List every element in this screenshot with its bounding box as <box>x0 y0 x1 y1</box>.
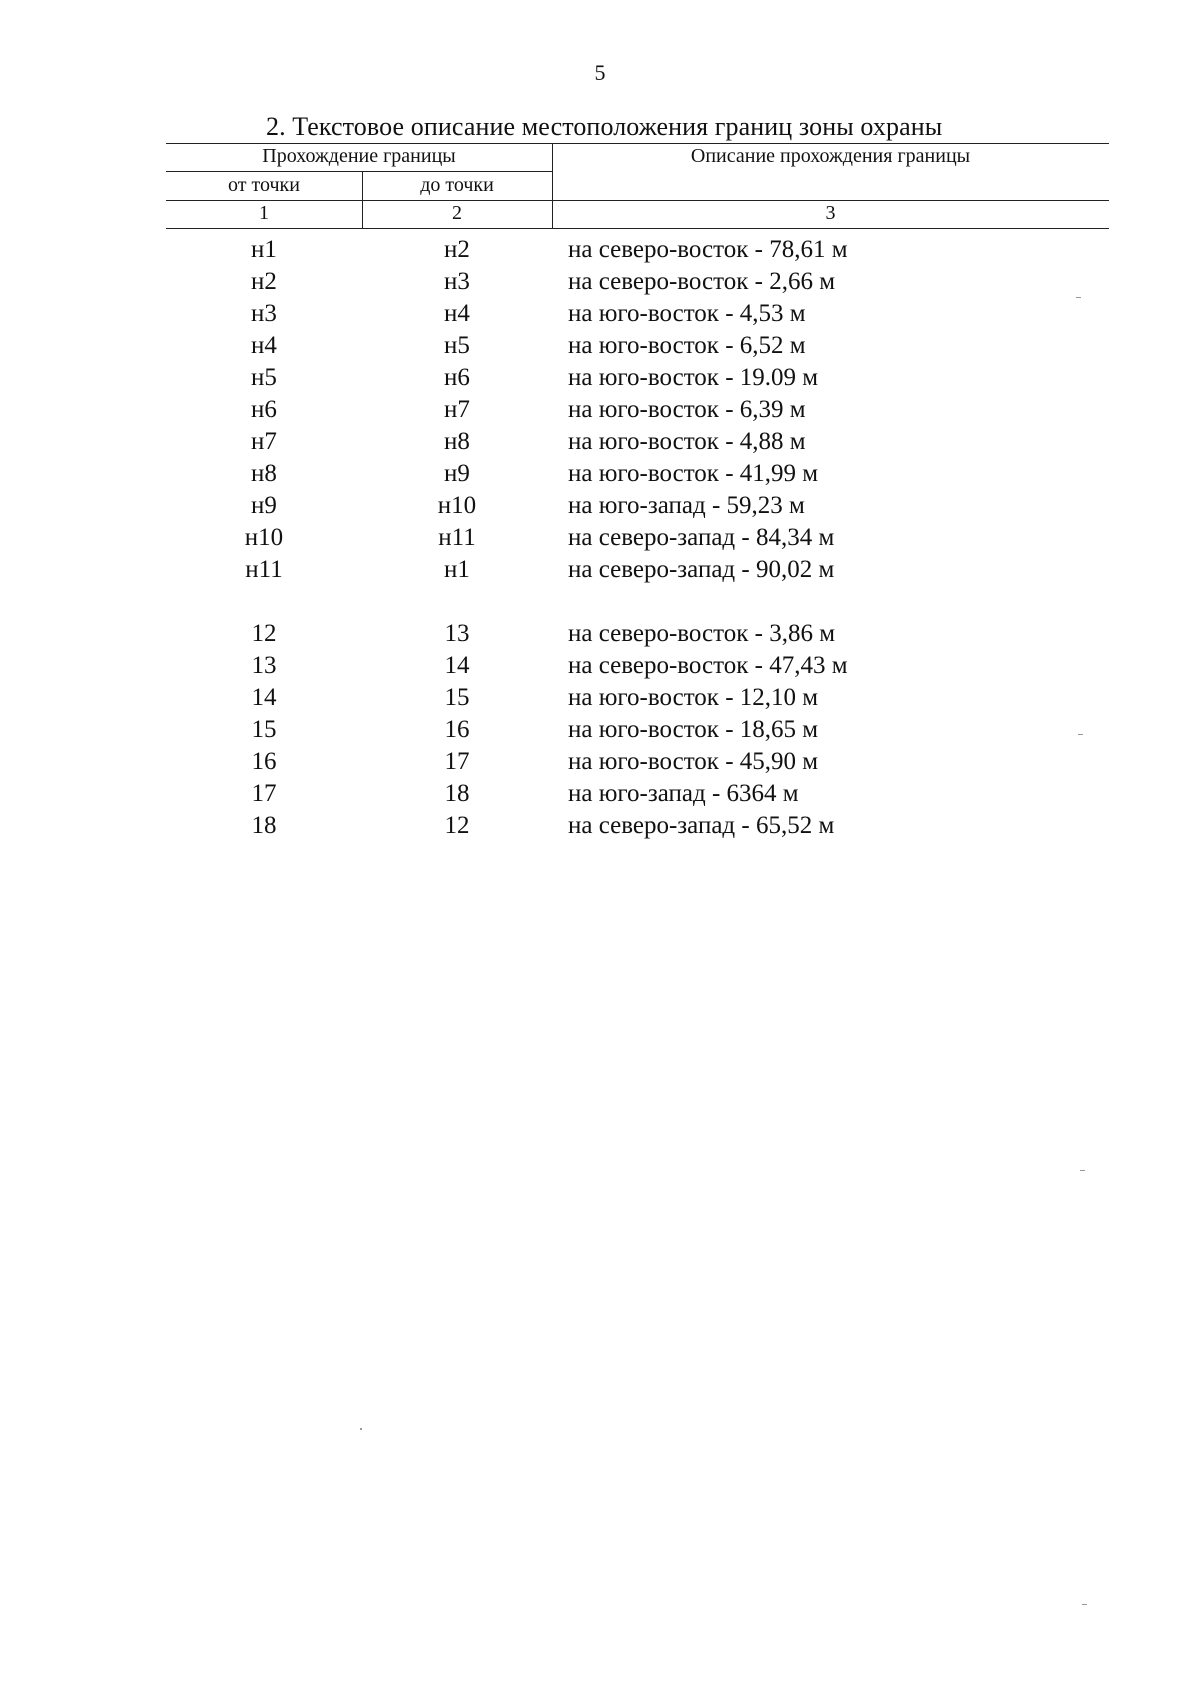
scan-speck <box>1080 1170 1085 1171</box>
to-point: 16 <box>444 716 470 743</box>
boundary-description: на северо-восток - 78,61 м <box>568 236 848 263</box>
from-point: 16 <box>251 748 277 775</box>
scan-speck <box>360 1428 362 1430</box>
from-point: 18 <box>251 812 277 839</box>
boundary-description: на северо-восток - 3,86 м <box>568 620 836 647</box>
to-point: н1 <box>444 556 470 583</box>
to-point: н2 <box>444 236 470 263</box>
table-row <box>0 778 1200 810</box>
from-point: 13 <box>251 652 277 679</box>
table-row <box>0 458 1200 490</box>
table-row <box>0 298 1200 330</box>
column-number-3: 3 <box>825 202 836 224</box>
header-description: Описание прохождения границы <box>690 145 971 167</box>
table-row <box>0 650 1200 682</box>
header-from-point: от точки <box>228 174 300 196</box>
table-row <box>0 362 1200 394</box>
from-point: н3 <box>251 300 277 327</box>
header-to-point: до точки <box>420 174 494 196</box>
boundary-description: на юго-восток - 4,88 м <box>568 428 806 455</box>
from-point: н11 <box>245 556 283 583</box>
table-row <box>0 266 1200 298</box>
from-point: н2 <box>251 268 277 295</box>
to-point: н6 <box>444 364 470 391</box>
table-row <box>0 426 1200 458</box>
header-group-divider <box>166 171 552 172</box>
boundary-description: на юго-восток - 12,10 м <box>568 684 819 711</box>
to-point: н11 <box>438 524 476 551</box>
boundary-description: на юго-восток - 6,52 м <box>568 332 806 359</box>
table-row <box>0 330 1200 362</box>
table-row <box>0 554 1200 586</box>
to-point: 13 <box>444 620 470 647</box>
from-point: н4 <box>251 332 277 359</box>
table-body <box>0 234 1200 842</box>
column-number-2: 2 <box>452 202 462 224</box>
boundary-description: на юго-восток - 45,90 м <box>568 748 819 775</box>
table-row <box>0 522 1200 554</box>
boundary-description: на северо-запад - 84,34 м <box>568 524 835 551</box>
to-point: 12 <box>444 812 470 839</box>
to-point: н7 <box>444 396 470 423</box>
to-point: 15 <box>444 684 470 711</box>
boundary-description: на юго-запад - 6364 м <box>568 780 799 807</box>
boundary-description: на северо-восток - 2,66 м <box>568 268 836 295</box>
from-point: н10 <box>244 524 284 551</box>
table-row <box>0 618 1200 650</box>
to-point: н4 <box>444 300 470 327</box>
from-point: 12 <box>251 620 277 647</box>
boundary-description: на юго-восток - 41,99 м <box>568 460 819 487</box>
boundary-description: на юго-запад - 59,23 м <box>568 492 805 519</box>
from-point: н5 <box>251 364 277 391</box>
table-row <box>0 682 1200 714</box>
table-row <box>0 394 1200 426</box>
boundary-description: на юго-восток - 4,53 м <box>568 300 806 327</box>
from-point: н9 <box>251 492 277 519</box>
scan-speck <box>1078 734 1083 735</box>
to-point: н3 <box>444 268 470 295</box>
boundary-description: на юго-восток - 19.09 м <box>568 364 819 391</box>
to-point: н10 <box>437 492 477 519</box>
from-point: н1 <box>251 236 277 263</box>
from-point: н6 <box>251 396 277 423</box>
table-row <box>0 746 1200 778</box>
from-point: н8 <box>251 460 277 487</box>
to-point: 17 <box>444 748 470 775</box>
to-point: н8 <box>444 428 470 455</box>
boundary-description: на юго-восток - 18,65 м <box>568 716 819 743</box>
to-point: н5 <box>444 332 470 359</box>
page-number: 5 <box>594 60 606 85</box>
boundary-description: на северо-восток - 47,43 м <box>568 652 848 679</box>
from-point: н7 <box>251 428 277 455</box>
table-row <box>0 490 1200 522</box>
boundary-description: на юго-восток - 6,39 м <box>568 396 806 423</box>
scan-speck <box>1076 297 1081 298</box>
header-bottom-border <box>166 200 1109 201</box>
table-row <box>0 810 1200 842</box>
from-point: 17 <box>251 780 277 807</box>
boundary-description: на северо-запад - 90,02 м <box>568 556 835 583</box>
column-number-1: 1 <box>259 202 269 224</box>
scan-speck <box>1082 1604 1087 1605</box>
table-row <box>0 714 1200 746</box>
to-point: 18 <box>444 780 470 807</box>
to-point: 14 <box>444 652 470 679</box>
from-point: 14 <box>251 684 277 711</box>
boundary-description: на северо-запад - 65,52 м <box>568 812 835 839</box>
table-top-border <box>166 143 1109 144</box>
header-boundary-passage: Прохождение границы <box>262 145 456 167</box>
column-numbers-bottom-border <box>166 228 1109 229</box>
table-row <box>0 234 1200 266</box>
document-title: 2. Текстовое описание местоположения границ зоны охраны <box>266 112 943 141</box>
from-point: 15 <box>251 716 277 743</box>
to-point: н9 <box>444 460 470 487</box>
